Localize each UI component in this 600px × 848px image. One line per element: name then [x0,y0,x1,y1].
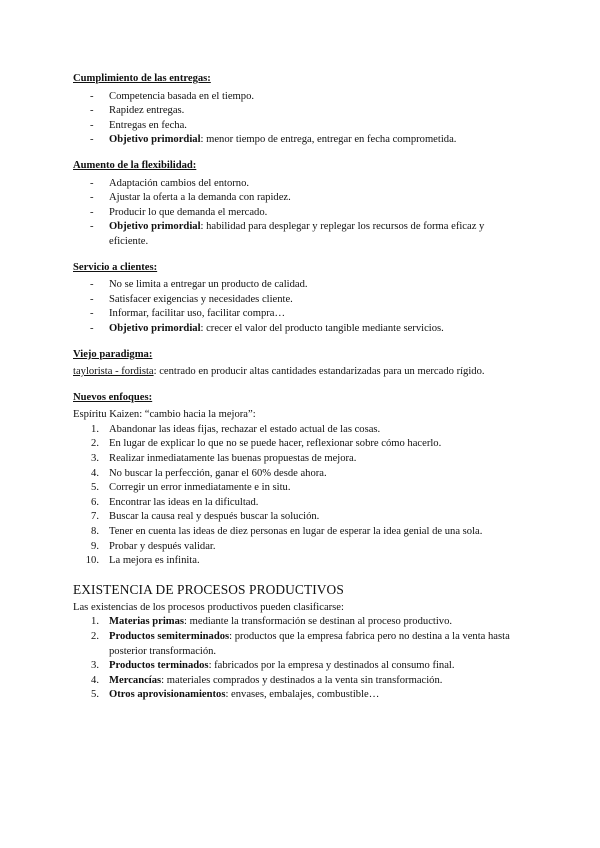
paragraph-text: : centrado en producir altas cantidades estandarizadas para un mercado rígido. [153,366,485,378]
section-title: Servicio a clientes: [73,261,158,273]
bullet-marker: - [90,308,94,320]
bullet-list [73,177,513,250]
item-bold-term: Productos semiterminados [109,631,230,642]
intro-text: Espíritu Kaizen: “cambio hacia la mejora”: [73,409,256,421]
section-flexibilidad [73,159,513,250]
item-number: 7. [91,511,99,523]
item-number: 3. [91,453,99,465]
list-item [73,659,513,674]
bullet-marker: - [90,105,94,117]
list-item [73,191,513,206]
section-nuevos-enfoques [73,391,513,569]
intro-text: Las existencias de los procesos productivos pueden clasificarse: [73,601,344,613]
list-item [73,307,513,322]
item-text: No buscar la perfección, ganar el 60% desde ahora. [109,467,327,479]
item-text: Adaptación cambios del entorno. [109,177,250,189]
bullet-marker: - [90,90,94,102]
item-text: : materiales comprados y destinados a la venta sin transformación. [161,674,443,686]
list-item [73,525,513,540]
list-item [73,540,513,555]
bullet-marker: - [90,293,94,305]
section-cumplimiento [73,72,513,148]
underlined-term: taylorista - fordista [73,366,154,378]
item-text: Tener en cuenta las ideas de diez personas en lugar de esperar la idea genial de una sola. [109,526,483,538]
item-text: : fabricados por la empresa y destinados al consumo final. [208,660,455,672]
section-servicio [73,261,513,337]
numbered-list [73,615,513,703]
list-item [73,104,513,119]
section-title: Viejo paradigma: [73,348,153,360]
bullet-marker: - [90,221,94,233]
numbered-list [73,423,513,569]
bullet-marker: - [90,134,94,146]
bullet-marker: - [90,119,94,131]
item-number: 2. [91,438,99,450]
item-text: : crecer el valor del producto tangible mediante servicios. [200,322,444,334]
item-text: : envases, embalajes, combustible… [225,689,380,701]
item-text: Buscar la causa real y después buscar la solución. [109,511,320,523]
item-number: 9. [91,540,99,552]
item-bold-term: Objetivo primordial [109,134,201,146]
list-item [73,437,513,452]
item-text: : productos que la empresa fabrica pero no destina a la venta hasta posterior transformación. [109,631,510,657]
section-title: Nuevos enfoques: [73,391,153,403]
item-text: Entregas en fecha. [109,119,187,131]
item-bold-term: Otros aprovisionamientos [109,689,226,701]
list-item [73,90,513,105]
list-item [73,119,513,134]
document-body [73,72,513,703]
list-item [73,452,513,467]
item-text: Abandonar las ideas fijas, rechazar el estado actual de las cosas. [109,423,381,435]
list-item [73,177,513,192]
list-item [73,293,513,308]
list-item [73,496,513,511]
bullet-list [73,278,513,336]
list-item [73,630,513,659]
item-text: Realizar inmediatamente las buenas propuestas de mejora. [109,453,357,465]
item-number: 6. [91,496,99,508]
list-item [73,510,513,525]
item-number: 5. [91,689,99,701]
item-number: 8. [91,526,99,538]
bullet-marker: - [90,206,94,218]
bullet-marker: - [90,322,94,334]
item-bold-term: Materias primas [109,616,185,628]
item-text: En lugar de explicar lo que no se puede hacer, reflexionar sobre cómo hacerlo. [109,438,442,450]
bullet-marker: - [90,177,94,189]
item-text: La mejora es infinita. [109,555,200,567]
bullet-marker: - [90,279,94,291]
list-item [73,133,513,148]
paragraph [73,365,513,380]
section-viejo-paradigma [73,348,513,380]
item-bold-term: Productos terminados [109,660,209,672]
bullet-list [73,90,513,148]
item-text: Ajustar la oferta a la demanda con rapidez. [109,192,291,204]
item-text: : habilidad para desplegar y replegar los recursos de forma eficaz y eficiente. [109,221,485,247]
list-item [73,688,513,703]
item-number: 4. [91,674,99,686]
list-item [73,206,513,221]
list-item [73,278,513,293]
item-text: Satisfacer exigencias y necesidades cliente. [109,293,293,305]
item-number: 2. [91,631,99,642]
item-text: Rapidez entregas. [109,105,185,117]
item-number: 10. [85,555,99,567]
item-text: : menor tiempo de entrega, entregar en fecha comprometida. [200,134,457,146]
item-text: Encontrar las ideas en la dificultad. [109,496,259,508]
item-text: Competencia basada en el tiempo. [109,90,255,102]
list-item [73,220,513,249]
item-bold-term: Objetivo primordial [109,322,201,334]
list-item [73,554,513,569]
section-heading: EXISTENCIA DE PROCESOS PRODUCTIVOS [73,581,344,597]
list-item [73,423,513,438]
list-item [73,674,513,689]
item-number: 1. [91,423,99,435]
bullet-marker: - [90,192,94,204]
item-bold-term: Mercancías [109,674,162,686]
item-number: 1. [91,616,99,628]
item-text: : mediante la transformación se destinan al proceso productivo. [184,616,453,628]
list-item [73,481,513,496]
item-text: No se limita a entregar un producto de calidad. [109,279,308,291]
section-procesos-productivos [73,581,513,703]
item-bold-term: Objetivo primordial [109,221,201,233]
list-item [73,615,513,630]
item-text: Producir lo que demanda el mercado. [109,206,268,218]
item-text: Corregir un error inmediatamente e in situ. [109,482,291,494]
list-item [73,322,513,337]
list-item [73,467,513,482]
item-number: 3. [91,660,99,672]
item-text: Informar, facilitar uso, facilitar compra… [109,308,286,320]
section-title: Aumento de la flexibilidad: [73,159,197,171]
item-text: Probar y después validar. [109,540,216,552]
item-number: 4. [91,467,99,479]
item-number: 5. [91,482,99,494]
section-title: Cumplimiento de las entregas: [73,73,211,84]
